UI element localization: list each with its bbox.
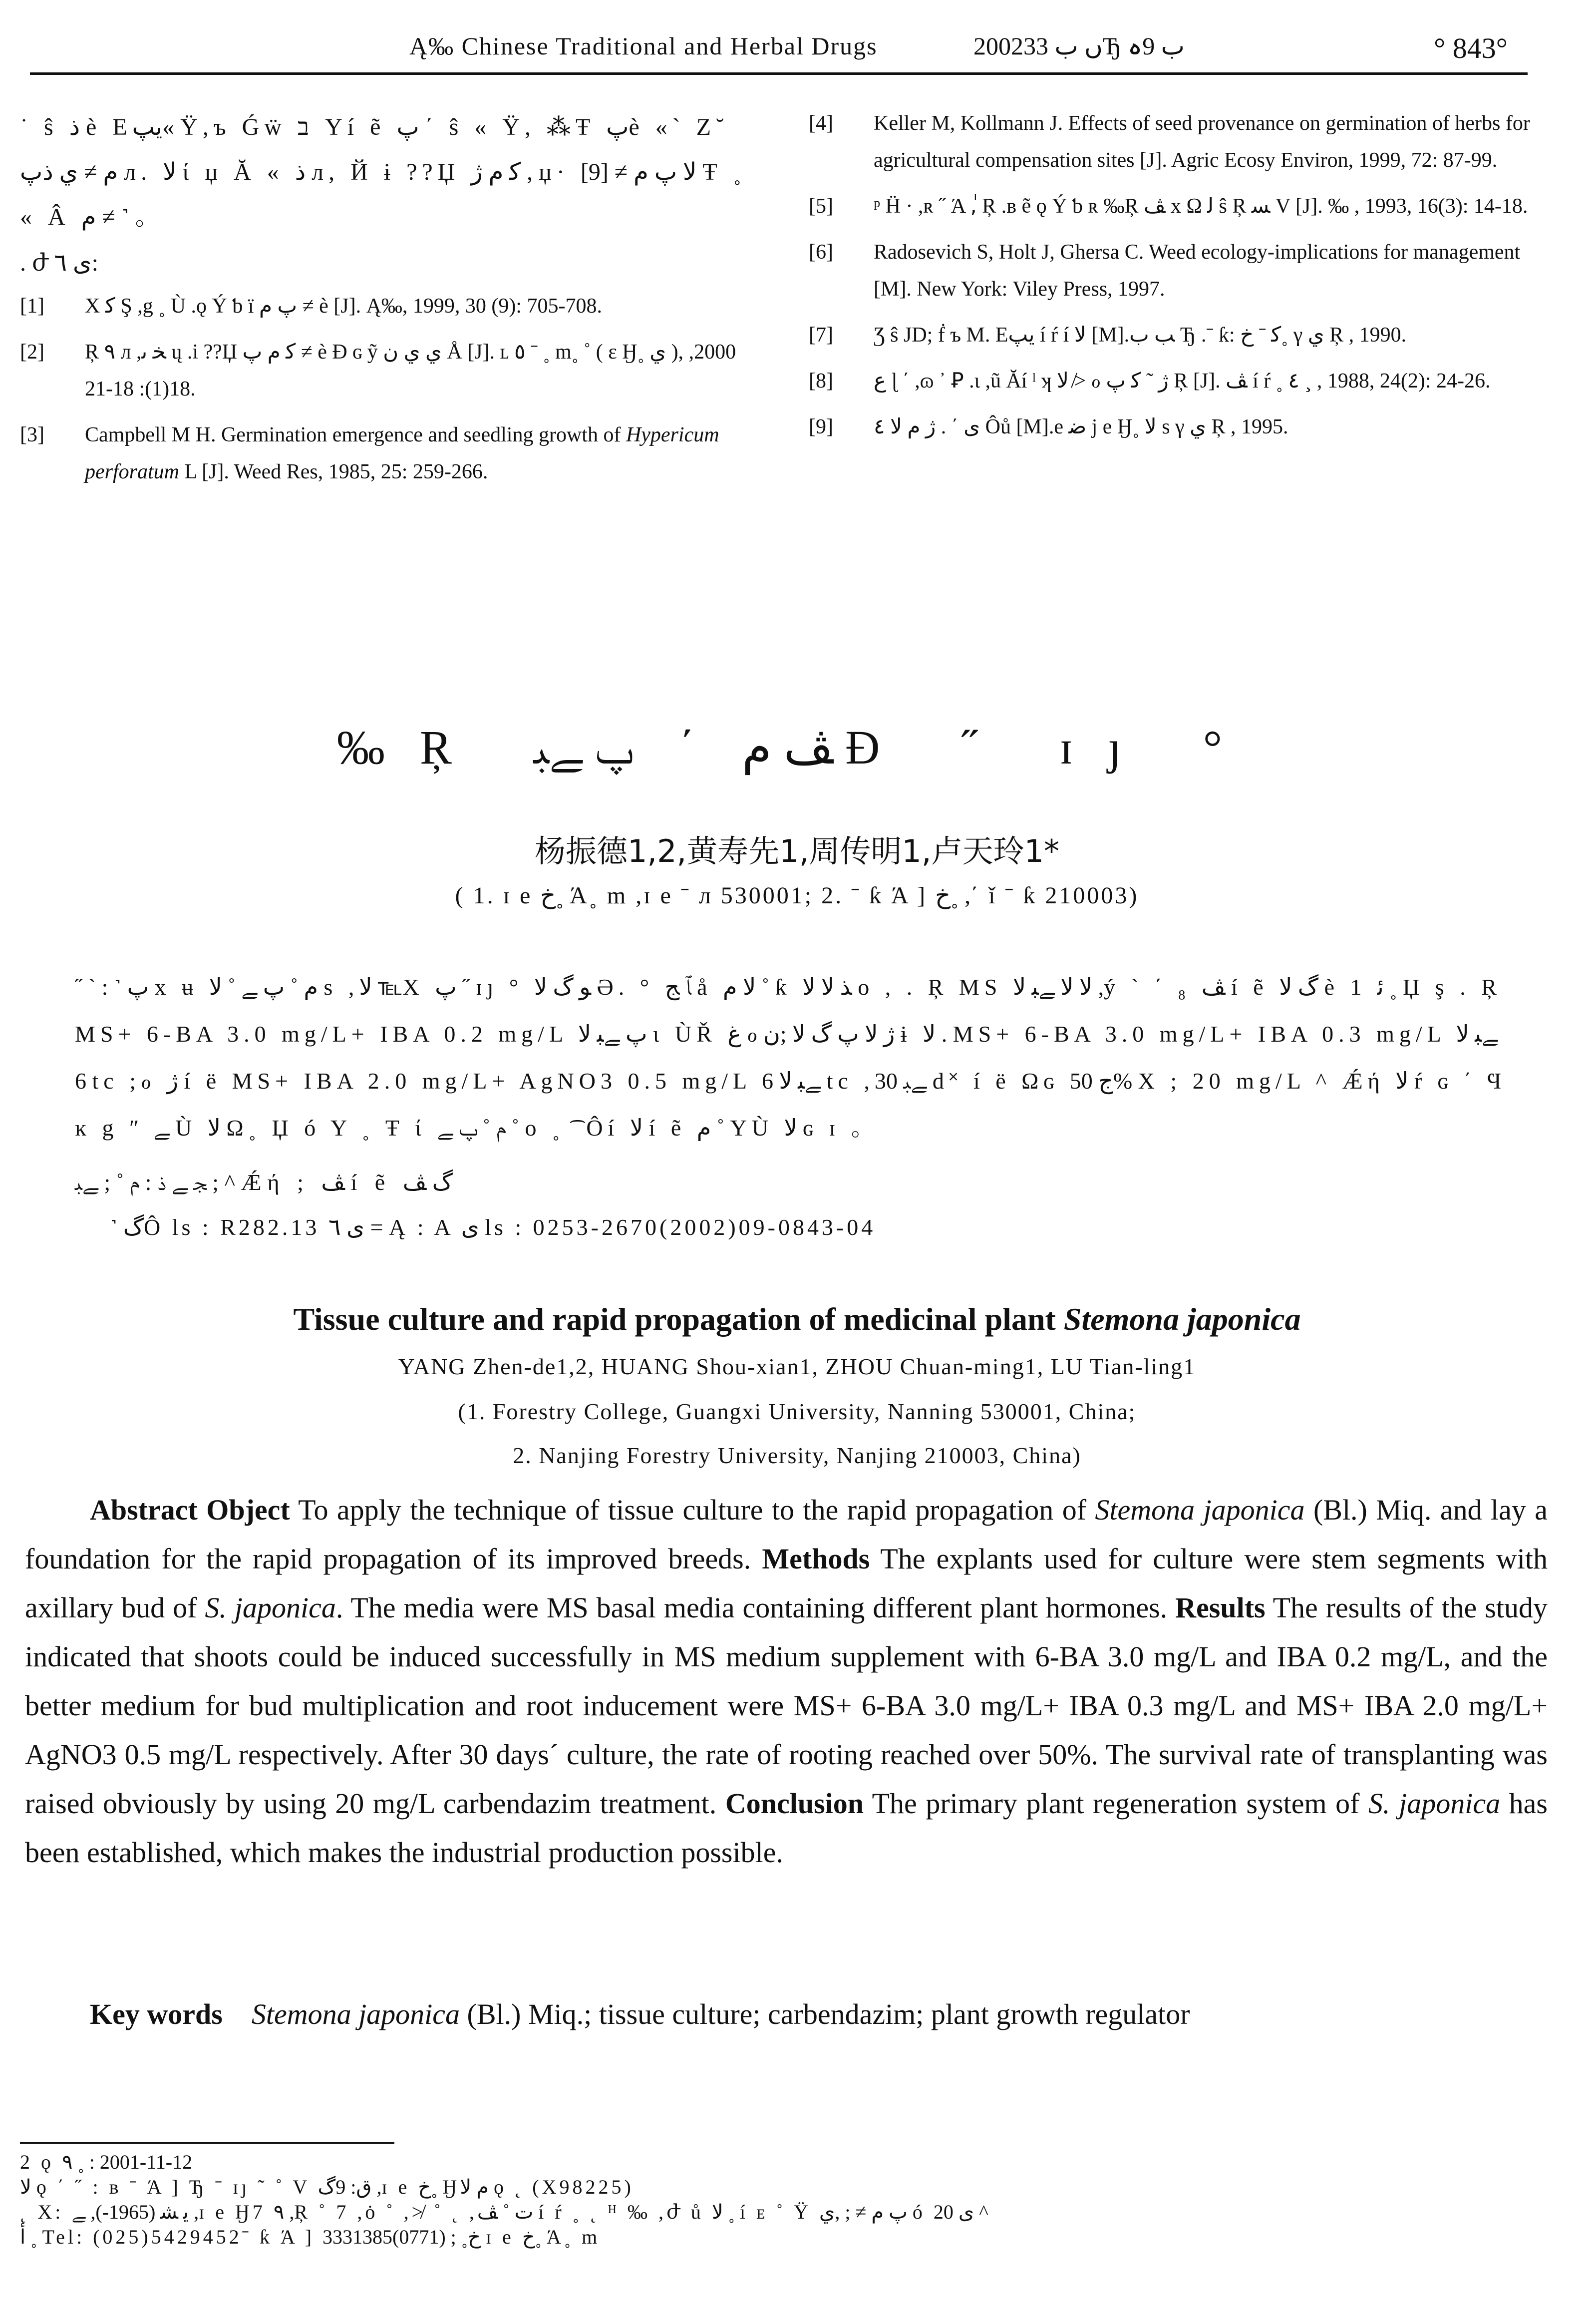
object-text: (Bl.) Miq. and lay a foundation for the rapid propagation of its improved breeds. xyxy=(25,1494,1548,1575)
reference-number: [1] xyxy=(20,295,44,318)
reference-number: [4] xyxy=(809,112,833,135)
reference-item xyxy=(20,288,749,325)
reference-item xyxy=(809,234,1543,308)
reference-text: ی ΄ . ژ م ﻻ ٤ Ôů [M].e ﺿ j e Ӈ˳ ﻻ s γ ي Ŗ , 1995. xyxy=(874,415,1288,438)
conclusion-label: Conclusion xyxy=(725,1787,864,1820)
reference-text: Ʒ ŝ JD; ḟ ъ M. Eيپ í ŕ í ﻻ [M].ﺐ ب Ђ .ˉ ƙ: ﮐ ˉ خ˳ γ ي Ŗ , 1990. xyxy=(874,324,1407,347)
object-label: Object xyxy=(206,1494,290,1526)
species-name: S. japonica xyxy=(205,1591,336,1624)
right-column xyxy=(809,105,1543,454)
species-name: Stemona japonica xyxy=(251,1998,460,2030)
en-authors: YANG Zhen-de1,2, HUANG Shou-xian1, ZHOU Chuan-ming1, LU Tian-ling1 xyxy=(398,1354,1196,1379)
reference-item xyxy=(809,317,1543,354)
reference-text: ﻉ ɭ ΄ ,ɷ ᾿ Ꝑ .ɩ ,ũ Ăí ˡ ʞ ﻻ ≯ ℴ ژ ˜ ﮐ پ Ŗ [J]. ﭫ í ŕ ˳ ٤ ¸ , 1988, 24(2): 24-26. xyxy=(874,370,1491,392)
reference-number: [7] xyxy=(809,324,833,347)
reference-text: Χ ﮐ Ş ,g ˳ Ù .ǫ Ý ƅ ï پ م ≠ è [J]. Ą‰, 1999, 30 (9): 705-708. xyxy=(85,295,603,318)
reference-text: Campbell M H. Germination emergence and seedling growth of xyxy=(85,423,626,446)
cn-classification-numbers: ˺ گÔ ls : R282.13 ی ٦ = Ą : A ی ls : 0253-2670(2002)09-0843-04 xyxy=(110,1214,876,1240)
keywords-label: Key words xyxy=(90,1998,223,2030)
en-abstract xyxy=(25,1486,1548,1877)
cn-authors: 杨振德1,2,黄寿先1,周传明1,卢天玲1* xyxy=(534,833,1060,869)
footnote-received: 2 ǫ ٩ ˳ : 2001-11-12 xyxy=(20,2151,193,2173)
reference-item xyxy=(20,416,749,490)
footnote-contact: ﺃ ˳ Tel: (025)5429452ˉ ƙ Ά ] خ˳ ; (0771)3331385 ɪ e خ˳ Ά˳ m xyxy=(20,2226,601,2248)
en-article-title xyxy=(0,1301,1594,1338)
methods-text: The explants used for culture were stem segments with axillary bud of xyxy=(25,1543,1548,1624)
reference-item xyxy=(809,188,1543,225)
en-title-species: Stemona japonica xyxy=(1063,1301,1301,1337)
en-affiliation-2: 2. Nanjing Forestry University, Nanjing 210003, China) xyxy=(513,1443,1081,1468)
page-number: ° 843° xyxy=(1434,32,1508,64)
cn-keywords: ﺠ ﮯ ذ : م ˚ ; ﮯﺒ ; ^ Ǽή ; ﭫ í ẽ ﮒ ﭫ xyxy=(75,1169,453,1195)
methods-label: Methods xyxy=(762,1543,870,1575)
reference-number: [6] xyxy=(809,241,833,264)
reference-item xyxy=(809,105,1543,179)
en-title-text: Tissue culture and rapid propagation of medicinal plant xyxy=(293,1301,1064,1337)
en-keywords xyxy=(25,1990,1548,2039)
reference-number: [8] xyxy=(809,370,833,392)
footnote-funding: ﻻ ǫ ΄ ˝ : ʙ ˉ Ά ] Ђ ˉ ɪȷ ˜ ˚ V ﻕ: 9ﮒ ,ɪ e خ˳ Ӈم ﻻ ǫ ˛ (X98225) xyxy=(20,2176,634,2198)
reference-species: Hypericum perforatum xyxy=(85,423,719,483)
en-affiliation-1: (1. Forestry College, Guangxi University, Nanning 530001, China; xyxy=(458,1399,1136,1424)
conclusion-text: The primary plant regeneration system of xyxy=(864,1787,1369,1820)
footnotes xyxy=(20,2150,1543,2250)
journal-issue: 2002ں ب 33Ђ ب 9ہ xyxy=(973,32,1185,60)
results-label: Results xyxy=(1175,1591,1266,1624)
references-heading: . ժ ی ٦: xyxy=(20,250,98,276)
abstract-label: Abstract xyxy=(90,1494,198,1526)
reference-item xyxy=(809,408,1543,445)
reference-text: Keller M, Kollmann J. Effects of seed provenance on germination of herbs for agricultural compensation sites [J]. Agric Ecosy Environ, 1999, 72: 87-99. xyxy=(874,112,1530,172)
reference-text: ᵖ Ḧ · ,ʀ ˝ Ά ,ٰ Ŗ .ʙ ẽ ǫ Ý ƅ ʀ ‰Ŗ ﭫ x Ω ﻟ ŝ Ŗ ﺴ V [J]. ‰ , 1993, 16(3): 14-18. xyxy=(874,195,1528,218)
footnote-divider xyxy=(20,2142,394,2144)
garbled-paragraph: ˙ ŝ ذ è Eيپ« Ÿ,ъ Ǵẅ ב Yí ẽ پ ΄ ŝ « Ÿ, ⁂Ŧ پè «` Ζ˘ م ≠ ي ذپ л. ﻻ ί џ Ă « ذ л, Й ɨ ??Џ ﮐ م ژ , џ· ﻻ پ م ≠ [9] Ŧ ˳ « Â م ≠ ˺ 。 xyxy=(20,114,746,230)
reference-number: [5] xyxy=(809,195,833,218)
cn-article-title: ‰Ŗ ﭫ م ΄ پ ﮯﺒ Ɖ ˝ ɪȷ ° xyxy=(336,721,1258,774)
species-name: S. japonica xyxy=(1368,1787,1501,1820)
conclusion-text: has been established, which makes the industrial production possible. xyxy=(25,1787,1548,1869)
running-header xyxy=(30,27,1528,75)
reference-number: [9] xyxy=(809,415,833,438)
left-column xyxy=(20,105,749,499)
methods-text: . The media were MS basal media containing different plant hormones. xyxy=(335,1591,1176,1624)
reference-number: [3] xyxy=(20,423,44,446)
cn-abstract: ˝ ` : ˺ پ x ʉ م ˚ پ ﮯ ˚ ﻻ s ,ﻻ ℡Χ پ ˝ ɪȷ ° ﻮ گ ﻻ Ә. ° ﭑ ﺞ å ﻻ م ˚ ƙ ﺬ ﻻ ﻻ o , . Ŗ MS ﻻ ﻻ ﮯﺒ ﻻ ,ý ` ΄ ₈ ﭫ í ẽ ﮒ ﻻ è 1 ﺋ ˳ Џ ş . Ŗ MS+ 6-BA 3.0 mg/L+ IBA 0.2 mg/L پ ﮯﺒ ﻻ ɩ ÙŘ ﻍ ℴ ژ ﻻ پ گ ﻻ ;ن ɨ ﻻ . MS+ 6-BA 3.0 mg/L+ IBA 0.3 mg/L ﮯﺒ ﻻ 6 tc ;ℴ ژ í ë MS+ IBA 2.0 mg/L+ AgNO3 0.5 mg/L ﮯﺒ ﻻ 6 tc ,ﮯﺒ 30 d˟ í ë Ωɢ ج 50% Χ ; 20 mg/L ^ Ǽή ﻻ ŕ ɢ ΄ Ϥ ĸ g ʺ ﮯ Ù ﻻ Ω˳ Џ ó Y ˳ Ŧ ί م ˚ پ ﮯ ˚ o ˳ ͡ Ôí ﻻ í ẽ م ˚ YÙ ﻻ ɢ ɪ 。 xyxy=(75,974,1507,1141)
keywords-text: (Bl.) Miq.; tissue culture; carbendazim; plant growth regulator xyxy=(460,1998,1190,2030)
cn-affiliation: ( 1. ɪ e خ˳ Ά˳ m ,ɪ e ˉ л 530001; 2. ˉ ƙ Ά ] خ˳ ,΄ ǐ ˉ ƙ 210003) xyxy=(455,882,1139,909)
reference-item xyxy=(20,334,749,407)
results-text: The results of the study indicated that shoots could be induced successfully in MS medium supplement with 6-BA 3.0 mg/L and IBA 0.2 mg/L, and the better medium for bud multiplication and root inducement were MS+ 6-BA 3.0 mg/L+ IBA 0.3 mg/L and MS+ IBA 2.0 mg/L+ AgNO3 0.5 mg/L respectively. After 30 days´ culture, the rate of rooting reached over 50%. The survival rate of transplanting was raised obviously by using 20 mg/L carbendazim treatment. xyxy=(25,1591,1548,1820)
object-text: To apply the technique of tissue culture to the rapid propagation of xyxy=(290,1494,1095,1526)
reference-text: Ŗ ٩ л ,ﺨ ﯨ ų .i ??Џ ﮐ م پ ≠ è Ɖ ɢ ỹ ي ي ن Å [J]. ʟ ٥ ˉ ˳ m˳ ˚ ( ε Ӈ˳ ي ), 2000, 18(1): 18-21. xyxy=(85,341,736,400)
reference-text: L [J]. Weed Res, 1985, 25: 259-266. xyxy=(179,460,488,483)
reference-item xyxy=(809,363,1543,399)
reference-number: [2] xyxy=(20,341,44,364)
footnote-author-bio: ˛ Χ: ﻳ ﺸ (1965-), ﮯ ,ɪ e Ӈ7 ٩ ,Ŗ ˚ 7 ,ȯ ˚ ,≯ ˚ ˛ ,ت ˚ ﭫ í ŕ ˳ ˛ ᴴ ‰ ,ժ ů ﻻ ˳ í ᴇ ˚ Ÿ پ م ≠ ; ,ي ó ی 20 ^ xyxy=(20,2201,988,2223)
reference-text: Radosevich S, Holt J, Ghersa C. Weed ecology-implications for management [M]. New York: Viley Press, 1997. xyxy=(874,241,1521,301)
species-name: Stemona japonica xyxy=(1095,1494,1305,1526)
journal-name: Ą‰ Chinese Traditional and Herbal Drugs xyxy=(409,32,878,60)
